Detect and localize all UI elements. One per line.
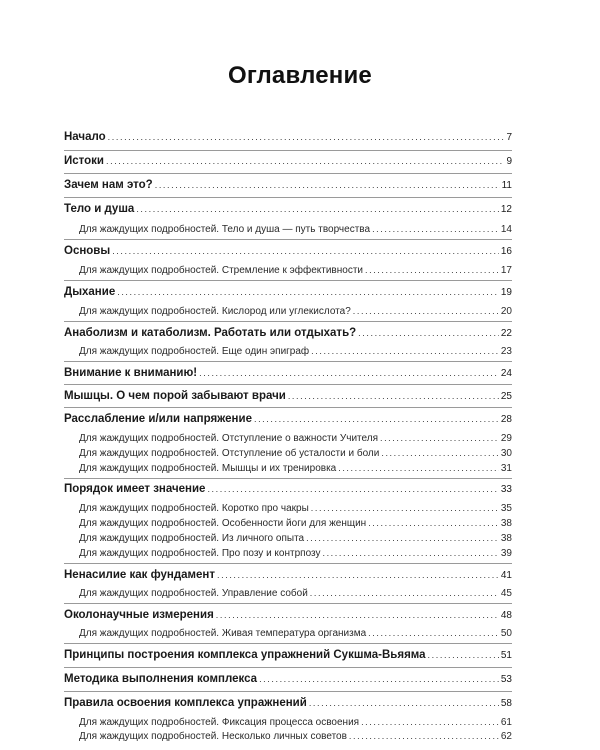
toc-page-number: 50	[500, 628, 512, 639]
dot-leader	[353, 304, 499, 318]
toc-page-number: 62	[500, 731, 512, 742]
dot-leader	[217, 568, 499, 582]
toc-chapter[interactable]	[64, 326, 512, 341]
toc-page-number: 28	[500, 414, 512, 425]
toc-entry-title: Порядок имеет значение	[64, 483, 206, 495]
toc-entry-title: Для жаждущих подробностей. Про позу и контрпозу	[79, 548, 321, 559]
toc-entry-title: Околонаучные измерения	[64, 609, 214, 621]
divider	[64, 667, 512, 668]
toc-entry-title: Для жаждущих подробностей. Коротко про чакры	[79, 503, 309, 514]
toc-subsection[interactable]	[79, 446, 512, 461]
toc-entry-title: Дыхание	[64, 286, 116, 298]
dot-leader	[349, 729, 499, 743]
toc-page-number: 16	[500, 246, 512, 257]
toc-entry-title: Принципы построения комплекса упражнений Сукшма-Вьяяма	[64, 649, 426, 661]
toc-chapter[interactable]	[64, 696, 512, 711]
toc-entry-title: Внимание к вниманию!	[64, 367, 198, 379]
toc-entry-title: Для жаждущих подробностей. Отступление о важности Учителя	[79, 433, 378, 444]
toc-page-number: 53	[500, 674, 512, 685]
toc-chapter[interactable]	[64, 389, 512, 404]
toc-subsection[interactable]	[79, 546, 512, 561]
toc-chapter[interactable]	[64, 608, 512, 623]
dot-leader	[309, 696, 499, 710]
toc-page-number: 7	[506, 132, 512, 143]
divider	[64, 150, 512, 151]
toc-chapter[interactable]	[64, 412, 512, 427]
toc-page-number: 17	[500, 265, 512, 276]
toc-page-number: 22	[500, 328, 512, 339]
toc-entry-title: Для жаждущих подробностей. Мышцы и их тренировка	[79, 463, 337, 474]
dot-leader	[254, 412, 499, 426]
divider	[64, 239, 512, 240]
dot-leader	[108, 130, 505, 144]
dot-leader	[136, 202, 499, 216]
dot-leader	[428, 648, 499, 662]
toc-subsection[interactable]	[79, 516, 512, 531]
divider	[64, 173, 512, 174]
dot-leader	[106, 154, 504, 168]
toc-entry-title: Для жаждущих подробностей. Живая температура организма	[79, 628, 367, 639]
toc-page-number: 38	[500, 518, 512, 529]
toc-page-number: 20	[500, 306, 512, 317]
toc-page-number: 39	[500, 548, 512, 559]
divider	[64, 603, 512, 604]
toc-entry-title: Для жаждущих подробностей. Кислород или углекислота?	[79, 306, 351, 317]
toc-page-number: 33	[500, 484, 512, 495]
toc-entry-title: Мышцы. О чем порой забывают врачи	[64, 390, 286, 402]
toc-entry-title: Для жаждущих подробностей. Отступление об усталости и боли	[79, 448, 380, 459]
toc-page-number: 31	[500, 463, 512, 474]
toc-page-number: 58	[500, 698, 512, 709]
dot-leader	[368, 626, 499, 640]
dot-leader	[338, 461, 499, 475]
dot-leader	[372, 222, 499, 236]
toc-entry-title: Для жаждущих подробностей. Из личного опыта	[79, 533, 305, 544]
dot-leader	[365, 263, 499, 277]
dot-leader	[381, 446, 499, 460]
dot-leader	[361, 715, 499, 729]
dot-leader	[199, 366, 499, 380]
toc-entry-title: Методика выполнения комплекса	[64, 673, 258, 685]
toc-page-number: 11	[501, 180, 512, 191]
toc-entry-title: Для жаждущих подробностей. Еще один эпиграф	[79, 346, 310, 357]
dot-leader	[117, 285, 499, 299]
dot-leader	[311, 501, 499, 515]
toc-subsection[interactable]	[79, 431, 512, 446]
toc-subsection[interactable]	[79, 715, 512, 730]
toc-subsection[interactable]	[79, 586, 512, 601]
divider	[64, 321, 512, 322]
toc-page-number: 12	[500, 204, 512, 215]
toc-chapter[interactable]	[64, 672, 512, 687]
toc-entry-title: Правила освоения комплекса упражнений	[64, 697, 307, 709]
toc-chapter[interactable]	[64, 482, 512, 497]
toc-subsection[interactable]	[79, 304, 512, 319]
toc-page-number: 51	[500, 650, 512, 661]
toc-page-number: 38	[500, 533, 512, 544]
toc-entry-title: Для жаждущих подробностей. Фиксация процесса освоения	[79, 717, 360, 728]
toc-page-number: 25	[500, 391, 512, 402]
toc-subsection[interactable]	[79, 501, 512, 516]
toc-chapter[interactable]	[64, 130, 512, 145]
toc-entry-title: Ненасилие как фундамент	[64, 569, 216, 581]
toc-page-number: 29	[500, 433, 512, 444]
toc-page-number: 30	[500, 448, 512, 459]
toc-page-number: 24	[500, 368, 512, 379]
toc-page-number: 23	[500, 346, 512, 357]
toc-chapter[interactable]	[64, 202, 512, 217]
dot-leader	[216, 608, 499, 622]
toc-chapter[interactable]	[64, 178, 512, 193]
dot-leader	[207, 482, 498, 496]
dot-leader	[368, 516, 499, 530]
toc-page-number: 48	[500, 610, 512, 621]
toc-page-number: 61	[500, 717, 512, 728]
toc-entry-title: Истоки	[64, 155, 104, 167]
toc-chapter[interactable]	[64, 648, 512, 663]
dot-leader	[259, 672, 499, 686]
toc-chapter[interactable]	[64, 366, 512, 381]
dot-leader	[155, 178, 500, 192]
toc-subsection[interactable]	[79, 263, 512, 278]
divider	[64, 691, 512, 692]
toc-subsection[interactable]	[79, 531, 512, 546]
toc-entry-title: Основы	[64, 245, 111, 257]
divider	[64, 361, 512, 362]
toc-entry-title: Начало	[64, 131, 106, 143]
toc-entry-title: Расслабление и/или напряжение	[64, 413, 252, 425]
divider	[64, 384, 512, 385]
toc-entry-title: Для жаждущих подробностей. Управление собой	[79, 588, 308, 599]
toc-page-number: 41	[500, 570, 512, 581]
toc-subsection[interactable]	[79, 222, 512, 237]
toc-chapter[interactable]	[64, 568, 512, 583]
toc-entry-title: Для жаждущих подробностей. Несколько личных советов	[79, 731, 347, 742]
divider	[64, 563, 512, 564]
toc-page-number: 19	[500, 287, 512, 298]
toc-page-number: 9	[506, 156, 512, 167]
dot-leader	[311, 344, 499, 358]
toc-page-number: 45	[500, 588, 512, 599]
toc-page-number: 14	[500, 224, 512, 235]
toc-chapter[interactable]	[64, 154, 512, 169]
toc-subsection[interactable]	[79, 344, 512, 359]
dot-leader	[380, 431, 499, 445]
divider	[64, 197, 512, 198]
divider	[64, 478, 512, 479]
toc-chapter[interactable]	[64, 244, 512, 259]
page-title: Оглавление	[228, 62, 372, 89]
toc-entry-title: Для жаждущих подробностей. Тело и душа — путь творчества	[79, 224, 371, 235]
toc-chapter[interactable]	[64, 285, 512, 300]
toc-entry-title: Для жаждущих подробностей. Особенности йоги для женщин	[79, 518, 367, 529]
toc-entry-title: Анаболизм и катаболизм. Работать или отдыхать?	[64, 327, 357, 339]
dot-leader	[310, 586, 499, 600]
toc-entry-title: Для жаждущих подробностей. Стремление к эффективности	[79, 265, 363, 276]
toc-entry-title: Тело и душа	[64, 203, 135, 215]
dot-leader	[112, 244, 499, 258]
toc-subsection[interactable]	[79, 729, 512, 744]
toc-page-number: 35	[500, 503, 512, 514]
toc-subsection[interactable]	[79, 461, 512, 476]
divider	[64, 407, 512, 408]
dot-leader	[358, 326, 499, 340]
dot-leader	[306, 531, 499, 545]
divider	[64, 643, 512, 644]
toc-subsection[interactable]	[79, 626, 512, 641]
dot-leader	[288, 389, 499, 403]
divider	[64, 280, 512, 281]
dot-leader	[322, 546, 498, 560]
toc-entry-title: Зачем нам это?	[64, 179, 153, 191]
